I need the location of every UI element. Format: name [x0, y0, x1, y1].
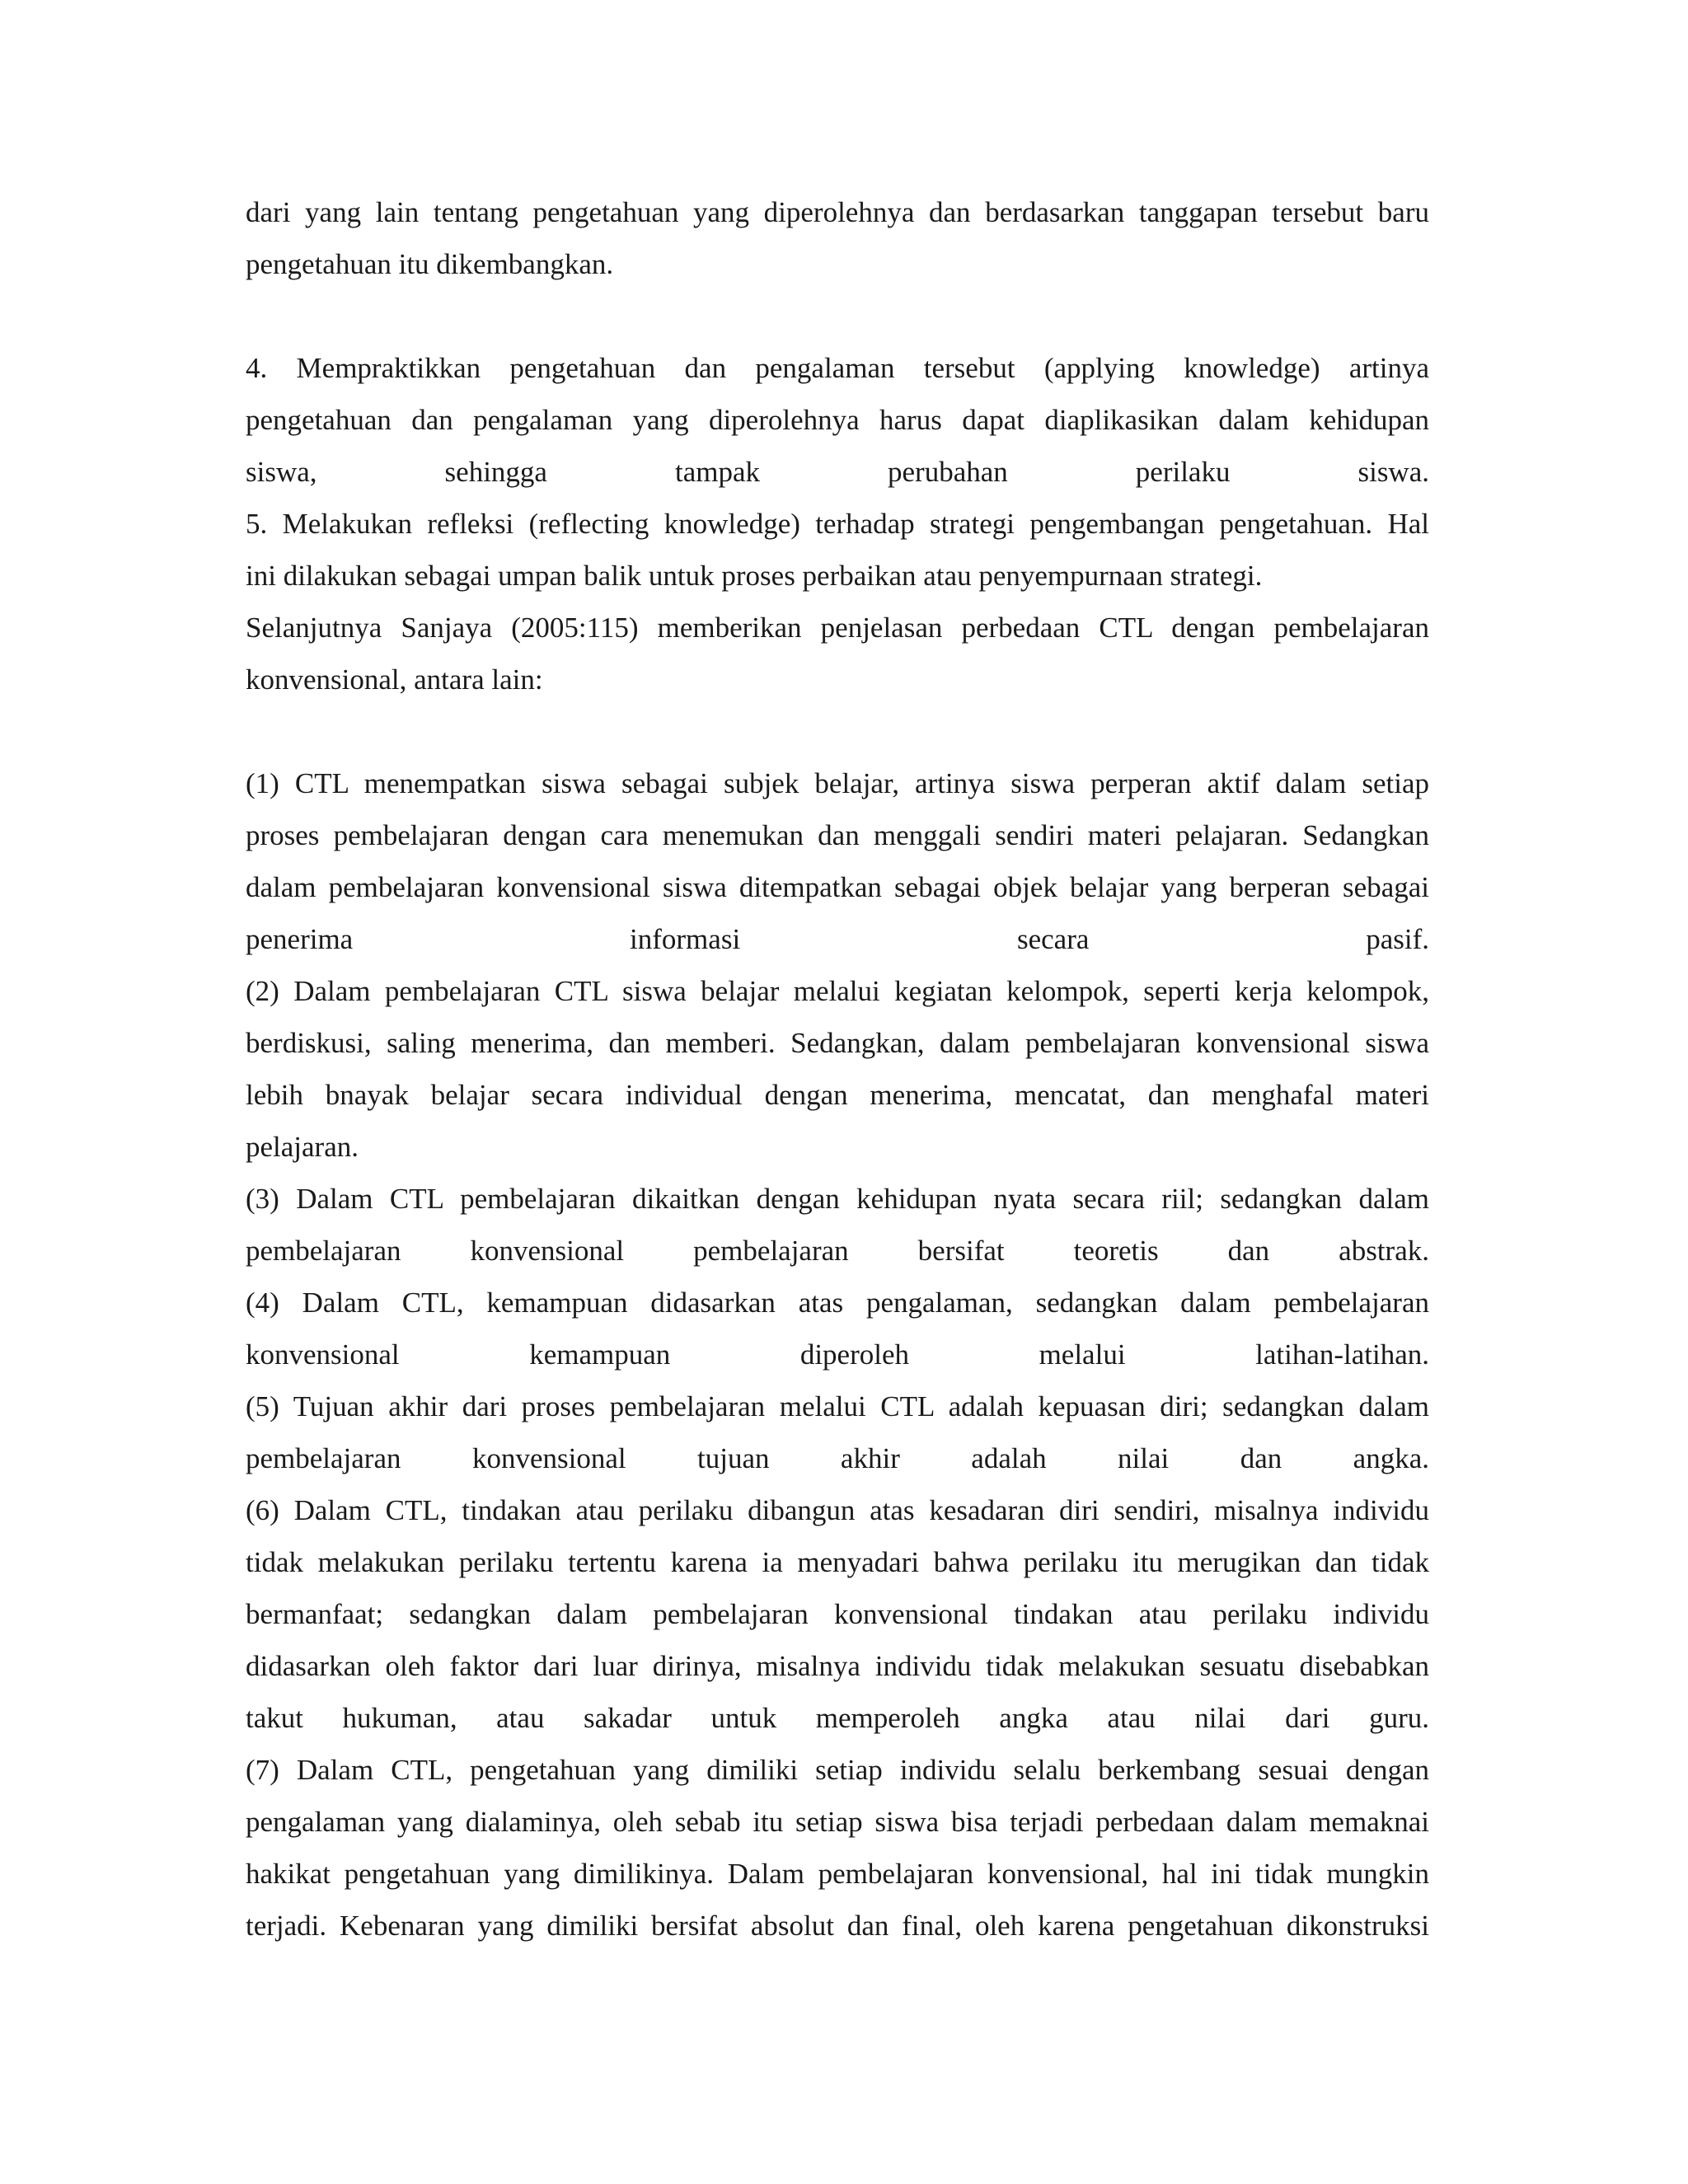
paragraph-gap — [246, 290, 1429, 342]
text-line: 4. Mempraktikkan pengetahuan dan pengalaman tersebut (applying knowledge) artinya — [246, 352, 1429, 384]
text-line: pengetahuan itu dikembangkan. — [246, 248, 614, 280]
text-line: konvensional kemampuan diperoleh melalui latihan-latihan. — [246, 1338, 1429, 1371]
text-line: (6) Dalam CTL, tindakan atau perilaku dibangun atas kesadaran diri sendiri, misalnya individu — [246, 1494, 1429, 1526]
text-line: Selanjutnya Sanjaya (2005:115) memberikan penjelasan perbedaan CTL dengan pembelajaran — [246, 612, 1429, 644]
text-line: siswa, sehingga tampak perubahan perilaku siswa. — [246, 456, 1429, 488]
paragraph — [246, 342, 1429, 705]
paragraph — [246, 186, 1429, 290]
text-line: penerima informasi secara pasif. — [246, 923, 1429, 955]
text-line: didasarkan oleh faktor dari luar dirinya, misalnya individu tidak melakukan sesuatu disebabkan — [246, 1650, 1429, 1682]
text-line: (7) Dalam CTL, pengetahuan yang dimiliki setiap individu selalu berkembang sesuai dengan — [246, 1754, 1429, 1786]
text-line: (3) Dalam CTL pembelajaran dikaitkan dengan kehidupan nyata secara riil; sedangkan dalam — [246, 1183, 1429, 1215]
document-page — [246, 186, 1429, 1952]
text-line: hakikat pengetahuan yang dimilikinya. Dalam pembelajaran konvensional, hal ini tidak mungkin — [246, 1858, 1429, 1890]
text-line: pembelajaran konvensional pembelajaran bersifat teoretis dan abstrak. — [246, 1235, 1429, 1267]
text-line: ini dilakukan sebagai umpan balik untuk proses perbaikan atau penyempurnaan strategi. — [246, 560, 1263, 592]
text-line: bermanfaat; sedangkan dalam pembelajaran konvensional tindakan atau perilaku individu — [246, 1598, 1429, 1630]
text-line: pembelajaran konvensional tujuan akhir adalah nilai dan angka. — [246, 1442, 1429, 1474]
paragraph — [246, 757, 1429, 1952]
text-line: 5. Melakukan refleksi (reflecting knowledge) terhadap strategi pengembangan pengetahuan. Hal — [246, 508, 1429, 540]
text-line: (5) Tujuan akhir dari proses pembelajaran melalui CTL adalah kepuasan diri; sedangkan dalam — [246, 1390, 1429, 1422]
text-line: takut hukuman, atau sakadar untuk memperoleh angka atau nilai dari guru. — [246, 1702, 1429, 1734]
paragraph-gap — [246, 705, 1429, 757]
text-line: pengalaman yang dialaminya, oleh sebab itu setiap siswa bisa terjadi perbedaan dalam memaknai — [246, 1806, 1429, 1838]
text-line: proses pembelajaran dengan cara menemukan dan menggali sendiri materi pelajaran. Sedangkan — [246, 819, 1429, 851]
text-line: dari yang lain tentang pengetahuan yang diperolehnya dan berdasarkan tanggapan tersebut baru — [246, 196, 1429, 228]
text-line: pengetahuan dan pengalaman yang diperolehnya harus dapat diaplikasikan dalam kehidupan — [246, 404, 1429, 436]
text-line: (1) CTL menempatkan siswa sebagai subjek belajar, artinya siswa perperan aktif dalam setiap — [246, 767, 1429, 799]
text-line: (4) Dalam CTL, kemampuan didasarkan atas pengalaman, sedangkan dalam pembelajaran — [246, 1286, 1429, 1319]
text-line: (2) Dalam pembelajaran CTL siswa belajar melalui kegiatan kelompok, seperti kerja kelompok, — [246, 975, 1429, 1007]
text-line: dalam pembelajaran konvensional siswa ditempatkan sebagai objek belajar yang berperan sebagai — [246, 871, 1429, 903]
text-line: berdiskusi, saling menerima, dan memberi. Sedangkan, dalam pembelajaran konvensional siswa — [246, 1027, 1429, 1059]
text-line: pelajaran. — [246, 1131, 359, 1163]
text-line: lebih bnayak belajar secara individual dengan menerima, mencatat, dan menghafal materi — [246, 1079, 1429, 1111]
text-line: terjadi. Kebenaran yang dimiliki bersifat absolut dan final, oleh karena pengetahuan dikonstruksi — [246, 1910, 1429, 1942]
text-line: tidak melakukan perilaku tertentu karena ia menyadari bahwa perilaku itu merugikan dan tidak — [246, 1546, 1429, 1578]
text-line: konvensional, antara lain: — [246, 663, 543, 696]
